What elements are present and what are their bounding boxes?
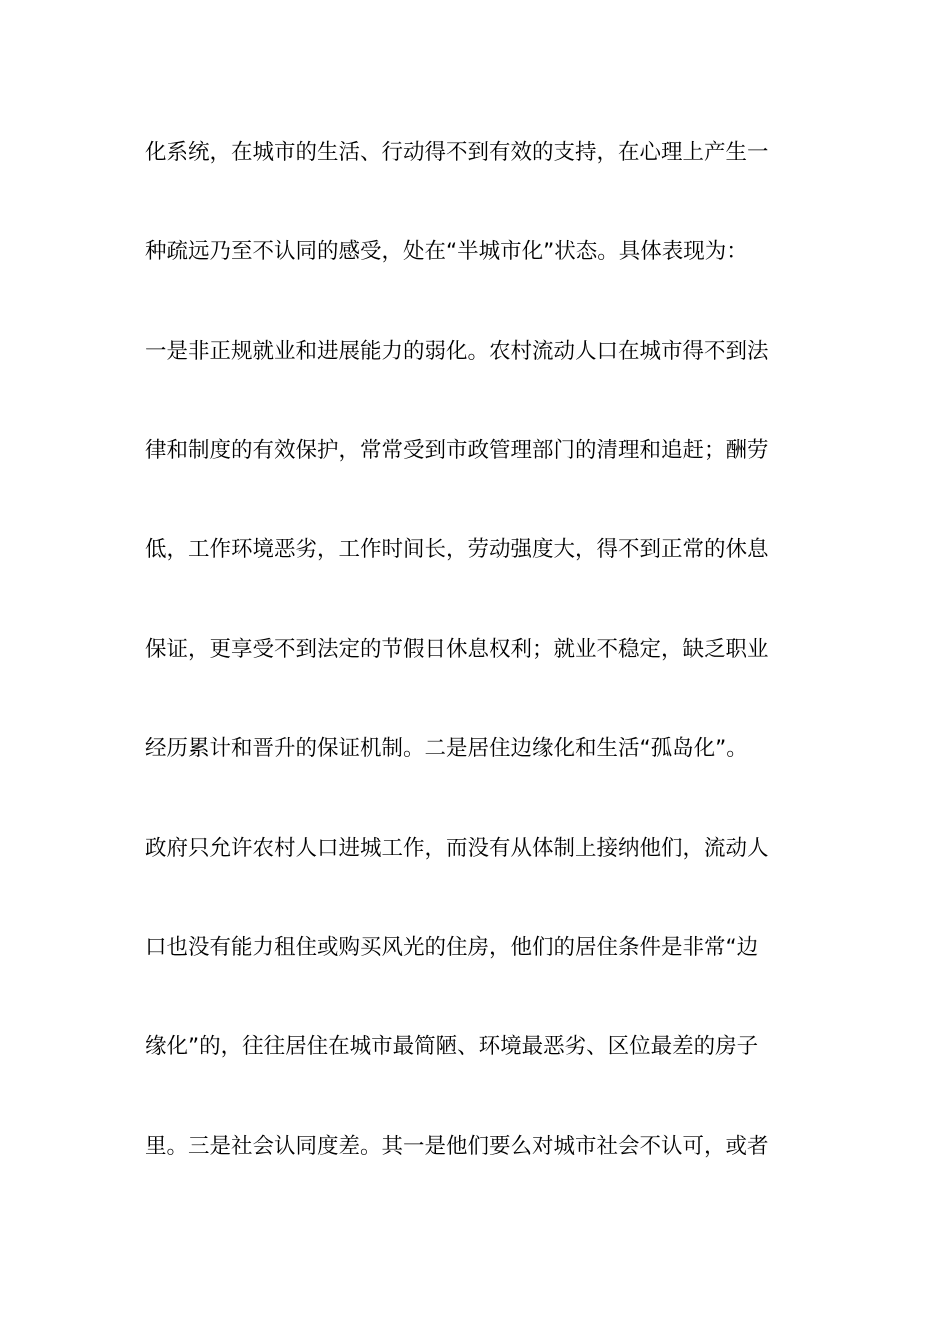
text-line-3: 一是非正规就业和进展能力的弱化。农村流动人口在城市得不到法 — [145, 339, 769, 364]
text-line-8: 政府只允许农村人口进城工作，而没有从体制上接纳他们，流动人 — [145, 836, 769, 861]
text-line-1: 化系统，在城市的生活、行动得不到有效的支持，在心理上产生一 — [145, 140, 769, 165]
text-line-9: 口也没有能力租住或购买风光的住房，他们的居住条件是非常“边 — [145, 935, 759, 960]
text-line-2: 种疏远乃至不认同的感受，处在“半城市化”状态。具体表现为： — [145, 239, 748, 264]
text-line-11: 里。三是社会认同度差。其一是他们要么对城市社会不认可，或者 — [145, 1134, 769, 1159]
text-line-10: 缘化”的，往往居住在城市最简陋、环境最恶劣、区位最差的房子 — [145, 1034, 759, 1059]
text-line-6: 保证，更享受不到法定的节假日休息权利；就业不稳定，缺乏职业 — [145, 637, 769, 662]
text-line-5: 低，工作环境恶劣，工作时间长，劳动强度大，得不到正常的休息 — [145, 537, 769, 562]
text-line-4: 律和制度的有效保护，常常受到市政管理部门的清理和追赶；酬劳 — [145, 438, 769, 463]
text-line-7: 经历累计和晋升的保证机制。二是居住边缘化和生活“孤岛化”。 — [145, 736, 748, 761]
